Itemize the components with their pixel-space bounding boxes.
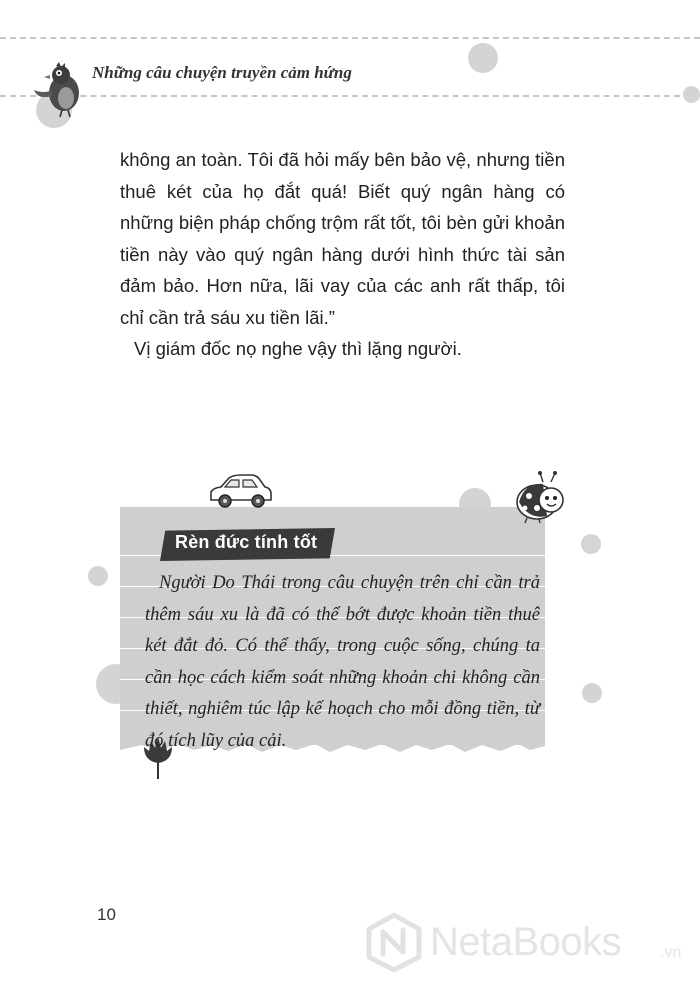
decor-circle	[88, 566, 108, 586]
header-title: Những câu chuyện truyền cảm hứng	[92, 63, 352, 82]
note-text: Người Do Thái trong câu chuyện trên chỉ cần trả thêm sáu xu là đã có thể bớt được khoản tiền thuê két đắt đỏ. Có thể thấy, trong cuộc sống, chúng ta cần học cách kiểm soát những khoản chi không cần thiết, nghiêm túc lập kế hoạch cho mỗi đồng tiền, từ đó tích lũy của cải.	[145, 573, 540, 751]
netabooks-logo-icon	[363, 912, 425, 972]
decor-circle	[683, 86, 700, 103]
body-text	[120, 144, 565, 365]
car-icon	[205, 472, 275, 512]
bird-icon	[28, 60, 88, 120]
body-paragraph: không an toàn. Tôi đã hỏi mấy bên bảo vệ, nhưng tiền thuê két của họ đắt quá! Biết quý ngân hàng có những biện pháp chống trộm rất tốt, tôi bèn gửi khoản tiền này vào quý ngân hàng dưới hình thức tài sản đảm bảo. Hơn nữa, lãi vay của các anh rất thấp, tôi chỉ cần trả sáu xu tiền lãi.”	[120, 149, 565, 328]
note-heading: Rèn đức tính tốt	[175, 532, 318, 552]
decor-circle	[582, 683, 602, 703]
body-paragraph: Vị giám đốc nọ nghe vậy thì lặng người.	[134, 338, 462, 359]
watermark-brand: NetaBooks	[430, 920, 622, 964]
page-number: 10	[97, 905, 116, 924]
decor-circle	[581, 534, 601, 554]
header-dashed-line-top	[0, 37, 700, 39]
header-dashed-line-bottom	[0, 95, 700, 97]
ladybug-icon	[513, 470, 569, 524]
watermark-suffix: .vn	[660, 944, 682, 961]
decor-circle	[468, 43, 498, 73]
